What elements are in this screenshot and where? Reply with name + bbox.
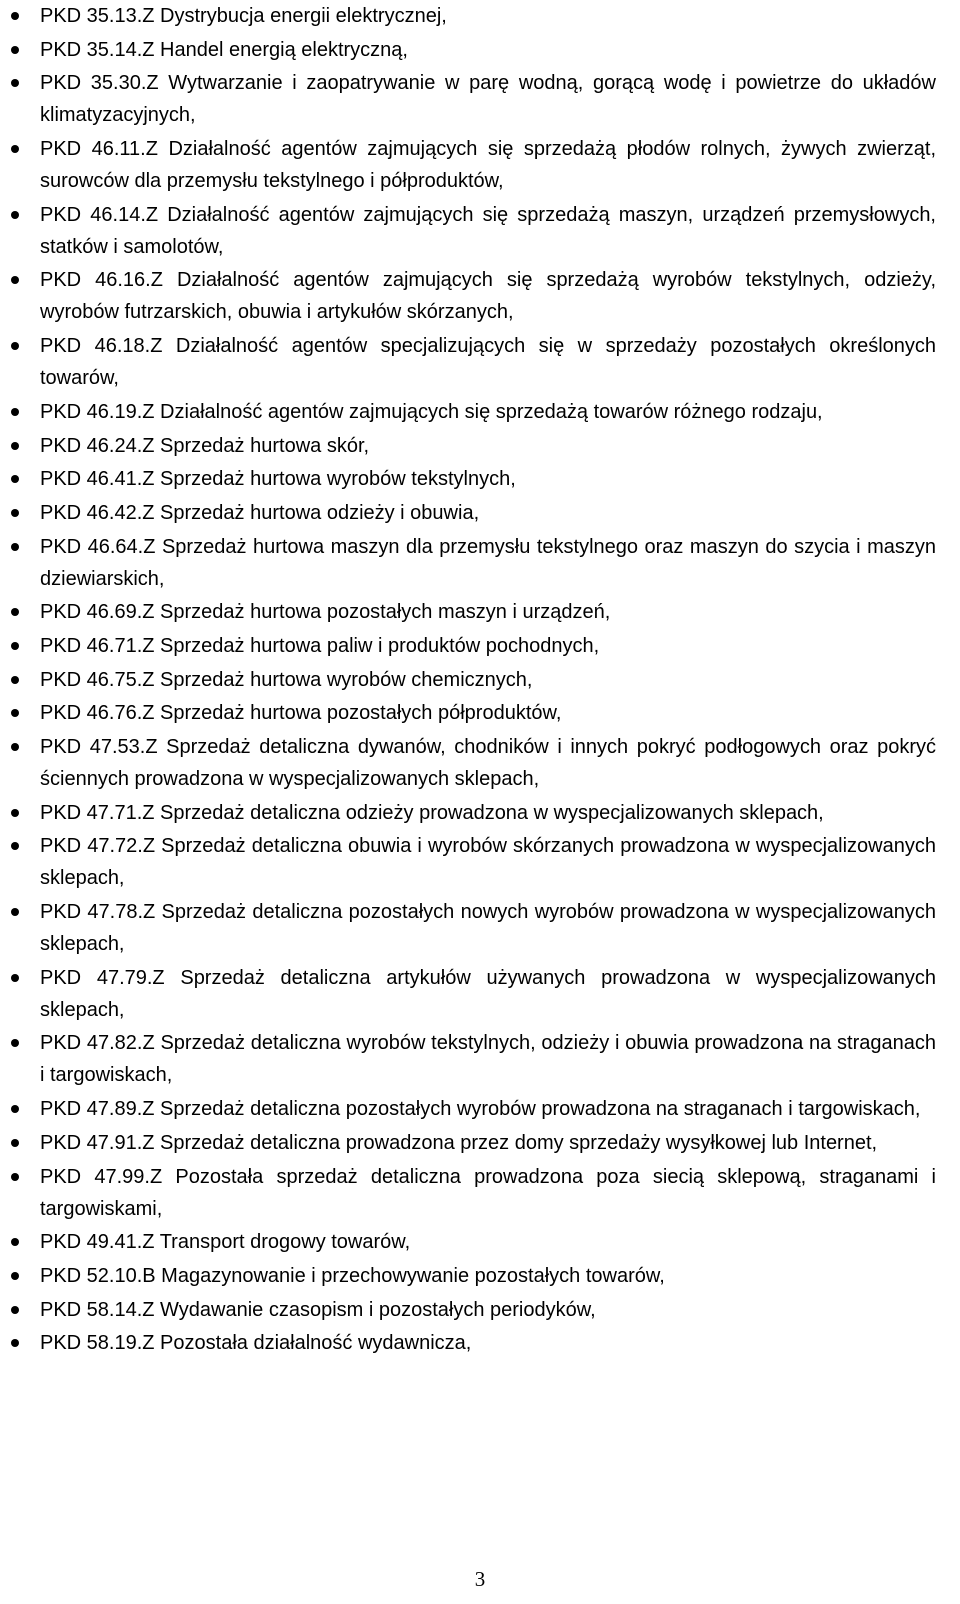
list-item: PKD 47.99.Z Pozostała sprzedaż detaliczna prowadzona poza siecią sklepową, straganami i targowiskami, — [40, 1161, 936, 1225]
list-item: PKD 47.72.Z Sprzedaż detaliczna obuwia i wyrobów skórzanych prowadzona w wyspecjalizowanych sklepach, — [40, 830, 936, 894]
list-item: PKD 52.10.B Magazynowanie i przechowywanie pozostałych towarów, — [40, 1260, 936, 1292]
list-item: PKD 46.71.Z Sprzedaż hurtowa paliw i produktów pochodnych, — [40, 630, 936, 662]
list-item: PKD 47.91.Z Sprzedaż detaliczna prowadzona przez domy sprzedaży wysyłkowej lub Internet, — [40, 1127, 936, 1159]
page-number: 3 — [474, 1567, 486, 1591]
list-item: PKD 46.24.Z Sprzedaż hurtowa skór, — [40, 430, 936, 462]
list-item: PKD 35.30.Z Wytwarzanie i zaopatrywanie w parę wodną, gorącą wodę i powietrze do układów klimatyzacyjnych, — [40, 67, 936, 131]
list-item: PKD 35.14.Z Handel energią elektryczną, — [40, 34, 936, 66]
pkd-code-list — [40, 0, 936, 1361]
list-item: PKD 58.14.Z Wydawanie czasopism i pozostałych periodyków, — [40, 1294, 936, 1326]
list-item: PKD 46.69.Z Sprzedaż hurtowa pozostałych maszyn i urządzeń, — [40, 596, 936, 628]
list-item: PKD 47.89.Z Sprzedaż detaliczna pozostałych wyrobów prowadzona na straganach i targowiskach, — [40, 1093, 936, 1125]
list-item: PKD 47.71.Z Sprzedaż detaliczna odzieży prowadzona w wyspecjalizowanych sklepach, — [40, 797, 936, 829]
list-item: PKD 46.14.Z Działalność agentów zajmujących się sprzedażą maszyn, urządzeń przemysłowych, statków i samolotów, — [40, 199, 936, 263]
list-item: PKD 58.19.Z Pozostała działalność wydawnicza, — [40, 1327, 936, 1359]
list-item: PKD 47.78.Z Sprzedaż detaliczna pozostałych nowych wyrobów prowadzona w wyspecjalizowanych sklepach, — [40, 896, 936, 960]
list-item: PKD 47.82.Z Sprzedaż detaliczna wyrobów tekstylnych, odzieży i obuwia prowadzona na straganach i targowiskach, — [40, 1027, 936, 1091]
list-item: PKD 46.19.Z Działalność agentów zajmujących się sprzedażą towarów różnego rodzaju, — [40, 396, 936, 428]
list-item: PKD 46.76.Z Sprzedaż hurtowa pozostałych półproduktów, — [40, 697, 936, 729]
list-item: PKD 47.53.Z Sprzedaż detaliczna dywanów, chodników i innych pokryć podłogowych oraz pokryć ściennych prowadzona w wyspecjalizowanych sklepach, — [40, 731, 936, 795]
list-item: PKD 46.18.Z Działalność agentów specjalizujących się w sprzedaży pozostałych określonych towarów, — [40, 330, 936, 394]
list-item: PKD 46.42.Z Sprzedaż hurtowa odzieży i obuwia, — [40, 497, 936, 529]
list-item: PKD 46.64.Z Sprzedaż hurtowa maszyn dla przemysłu tekstylnego oraz maszyn do szycia i maszyn dziewiarskich, — [40, 531, 936, 595]
list-item: PKD 46.75.Z Sprzedaż hurtowa wyrobów chemicznych, — [40, 664, 936, 696]
list-item: PKD 46.41.Z Sprzedaż hurtowa wyrobów tekstylnych, — [40, 463, 936, 495]
list-item: PKD 35.13.Z Dystrybucja energii elektrycznej, — [40, 0, 936, 32]
list-item: PKD 47.79.Z Sprzedaż detaliczna artykułów używanych prowadzona w wyspecjalizowanych sklepach, — [40, 962, 936, 1026]
list-item: PKD 46.16.Z Działalność agentów zajmujących się sprzedażą wyrobów tekstylnych, odzieży, wyrobów futrzarskich, obuwia i artykułów skórzanych, — [40, 264, 936, 328]
list-item: PKD 49.41.Z Transport drogowy towarów, — [40, 1226, 936, 1258]
list-item: PKD 46.11.Z Działalność agentów zajmujących się sprzedażą płodów rolnych, żywych zwierząt, surowców dla przemysłu tekstylnego i półproduktów, — [40, 133, 936, 197]
